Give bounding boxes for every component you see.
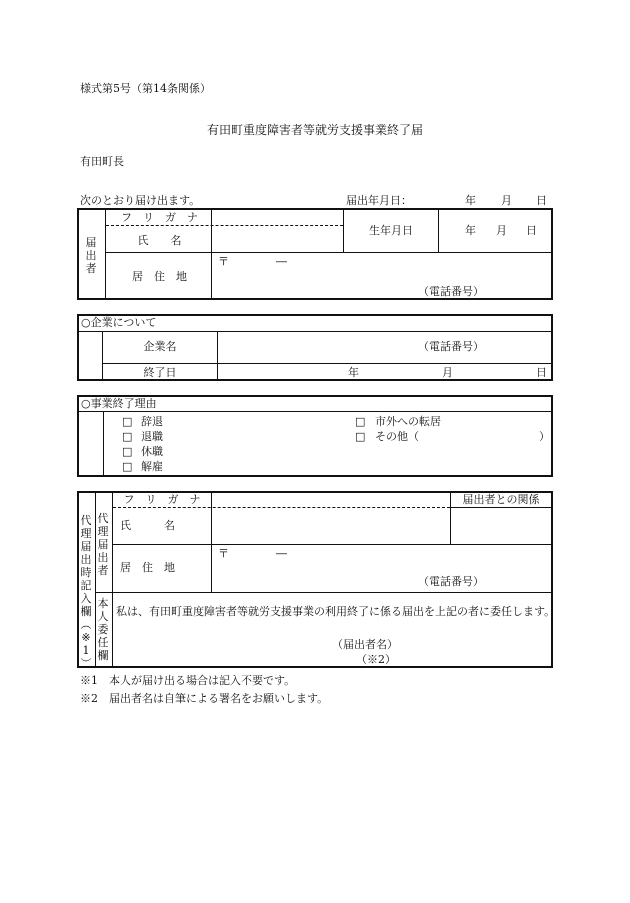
- divider: [96, 592, 551, 593]
- checkbox-resignation[interactable]: □: [122, 430, 133, 443]
- address-field[interactable]: [212, 268, 412, 282]
- checkbox-dismissal[interactable]: □: [122, 460, 133, 473]
- birth-day-label: 日: [526, 224, 537, 237]
- submission-day-label: 日: [536, 194, 547, 207]
- option-relocation: 市外への転居: [375, 415, 441, 428]
- addressee: 有田町長: [80, 155, 124, 168]
- checkbox-other[interactable]: □: [355, 430, 366, 443]
- option-dismissal: 解雇: [141, 460, 163, 473]
- signer-note: （※2）: [356, 653, 396, 666]
- proxy-furigana-label: フ リ ガ ナ: [123, 493, 201, 506]
- proxy-address-label: 居 住 地: [120, 561, 175, 574]
- end-day-label: 日: [536, 366, 547, 379]
- option-resignation: 退職: [141, 430, 163, 443]
- submission-month-label: 月: [501, 194, 512, 207]
- proxy-address-field[interactable]: [212, 561, 412, 575]
- divider: [103, 411, 104, 475]
- divider: [112, 492, 113, 667]
- birth-year-label: 年: [465, 224, 476, 237]
- signer-label: （届出者名）: [332, 638, 398, 651]
- intro-text: 次のとおり届け出ます。: [80, 194, 201, 207]
- proxy-postal-mark: 〒: [218, 547, 229, 560]
- furigana-label: フ リ ガ ナ: [121, 211, 198, 224]
- divider: [451, 507, 551, 508]
- postal-dash: ―: [276, 255, 287, 268]
- divider: [113, 544, 551, 545]
- relation-field[interactable]: [451, 509, 550, 543]
- proxy-name-field[interactable]: [212, 509, 449, 543]
- postal-mark: 〒: [218, 255, 229, 268]
- reason-heading: ○事業終了理由: [81, 397, 157, 410]
- applicant-side-label: 届 出 者: [85, 236, 97, 275]
- birth-month-label: 月: [496, 224, 507, 237]
- address-label: 居 住 地: [132, 270, 187, 283]
- divider: [105, 209, 106, 299]
- submission-year-label: 年: [465, 194, 476, 207]
- proxy-postal-dash: ―: [276, 547, 287, 560]
- furigana-divider: [113, 507, 450, 508]
- divider: [78, 411, 551, 412]
- end-month-label: 月: [442, 366, 453, 379]
- furigana-field[interactable]: [212, 211, 342, 224]
- page-title: 有田町重度障害者等就労支援事業終了届: [206, 123, 423, 137]
- company-heading: ○企業について: [81, 316, 157, 329]
- proxy-outer-label: 代 理 届 出 時 記 入 欄 ︵ ※ 1 ︶: [80, 514, 92, 670]
- applicant-phone-label: （電話番号）: [418, 285, 484, 298]
- checkbox-withdrawal[interactable]: □: [122, 415, 133, 428]
- submission-date-label: 届出年月日：: [346, 194, 412, 207]
- form-number: 様式第5号（第14条関係）: [80, 82, 211, 95]
- divider: [103, 363, 551, 364]
- other-reason-field[interactable]: [428, 430, 533, 443]
- divider: [78, 331, 551, 332]
- end-date-label: 終了日: [143, 366, 177, 379]
- divider: [438, 209, 439, 252]
- end-year-label: 年: [348, 366, 359, 379]
- company-name-field[interactable]: [218, 336, 408, 360]
- option-withdrawal: 辞退: [141, 415, 163, 428]
- company-name-label: 企業名: [143, 340, 177, 353]
- relation-label: 届出者との関係: [462, 493, 540, 506]
- proxy-person-label: 代 理 届 出 者: [97, 512, 109, 577]
- note-2: ※2 届出者名は自筆による署名をお願いします。: [80, 692, 329, 705]
- option-other: その他（: [375, 430, 419, 443]
- other-close-paren: ）: [539, 430, 550, 443]
- company-phone-label: （電話番号）: [418, 340, 484, 353]
- divider: [106, 252, 551, 253]
- delegation-label: 本 人 委 任 欄: [97, 597, 109, 662]
- option-leave: 休職: [141, 445, 163, 458]
- checkbox-leave[interactable]: □: [122, 445, 133, 458]
- birth-date-label: 生年月日: [369, 224, 413, 237]
- name-field[interactable]: [212, 227, 342, 251]
- delegation-text: 私は、有田町重度障害者等就労支援事業の利用終了に係る届出を上記の者に委任します。: [116, 605, 556, 618]
- proxy-furigana-field[interactable]: [212, 493, 449, 506]
- furigana-divider: [106, 225, 343, 226]
- note-1: ※1 本人が届け出る場合は記入不要です。: [80, 674, 296, 687]
- checkbox-relocation[interactable]: □: [355, 415, 366, 428]
- name-label: 氏 名: [137, 234, 182, 247]
- proxy-name-label: 氏 名: [120, 519, 175, 532]
- signature-field[interactable]: [400, 636, 540, 664]
- proxy-phone-label: （電話番号）: [418, 575, 484, 588]
